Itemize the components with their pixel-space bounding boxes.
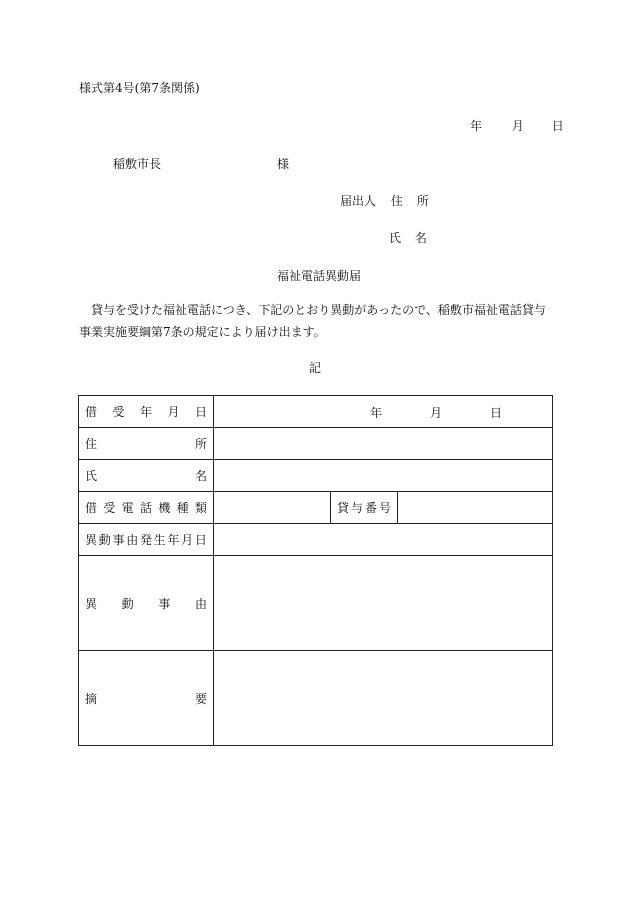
form-number: 様式第4号(第7条関係) (79, 81, 200, 95)
value-remarks[interactable] (214, 651, 553, 746)
label-change-reason (79, 556, 214, 651)
label-char: 異 (85, 533, 98, 547)
row-remarks (79, 651, 553, 746)
label-char: 与 (350, 501, 363, 515)
label-char: 日 (194, 405, 207, 419)
applicant-address-line (340, 193, 429, 209)
label-char: 生 (153, 533, 166, 547)
label-borrow-date (79, 396, 214, 428)
label-char: 話 (139, 501, 152, 515)
label-char: 所 (194, 437, 207, 451)
label-char: 受 (103, 501, 116, 515)
date-year-char: 年 (470, 119, 483, 133)
ki-heading: 記 (309, 361, 322, 375)
label-char: 月 (181, 533, 194, 547)
label-char: 住 (85, 437, 98, 451)
label-char: 年 (139, 405, 152, 419)
name-label-char1: 氏 (389, 231, 402, 245)
label-address (79, 428, 214, 460)
label-char: 年 (167, 533, 180, 547)
borrow-year-char: 年 (370, 405, 383, 420)
label-char: 号 (378, 501, 391, 515)
label-char: 動 (98, 533, 111, 547)
label-char: 異 (85, 596, 98, 611)
label-char: 番 (364, 501, 377, 515)
label-char: 受 (112, 405, 125, 419)
label-name (79, 460, 214, 492)
label-char: 月 (167, 405, 180, 419)
addressee: 稲敷市長 (113, 157, 162, 171)
label-char: 種 (176, 501, 189, 515)
row-change-date (79, 524, 553, 556)
label-change-date (79, 524, 214, 556)
intro-text: 貸与を受けた福祉電話につき、下記のとおり異動があったので、稲敷市福祉電話貸与事業実施要綱第7条の規定により届け出ます。 (79, 303, 546, 339)
label-char: 日 (194, 533, 207, 547)
date-day-char: 日 (551, 119, 564, 133)
label-char: 事 (158, 596, 171, 611)
value-lending-number[interactable] (398, 492, 553, 524)
label-char: 由 (126, 533, 139, 547)
label-char: 借 (85, 501, 98, 515)
notification-table (78, 395, 553, 746)
row-address (79, 428, 553, 460)
value-phone-type[interactable] (214, 492, 331, 524)
borrow-month-char: 月 (430, 405, 443, 420)
label-phone-type (79, 492, 214, 524)
row-change-reason (79, 556, 553, 651)
value-change-date[interactable] (214, 524, 553, 556)
label-char: 由 (194, 596, 207, 611)
label-lending-number (331, 492, 398, 524)
label-char: 名 (194, 469, 207, 483)
label-char: 類 (194, 501, 207, 515)
label-char: 要 (194, 691, 207, 706)
address-label-char1: 住 (390, 194, 403, 208)
applicant-name-line (389, 230, 427, 246)
label-char: 電 (121, 501, 134, 515)
date-line (470, 118, 564, 134)
row-phone-type (79, 492, 553, 524)
row-name (79, 460, 553, 492)
label-char: 借 (85, 405, 98, 419)
applicant-label: 届出人 (340, 194, 377, 208)
value-borrow-date[interactable] (214, 396, 553, 428)
label-char: 発 (139, 533, 152, 547)
addressee-suffix: 様 (277, 157, 290, 171)
label-char: 事 (112, 533, 125, 547)
address-label-char2: 所 (416, 194, 429, 208)
label-char: 氏 (85, 469, 98, 483)
value-change-reason[interactable] (214, 556, 553, 651)
borrow-day-char: 日 (490, 405, 503, 420)
label-char: 動 (121, 596, 134, 611)
value-name[interactable] (214, 460, 553, 492)
label-char: 貸 (337, 501, 350, 515)
value-address[interactable] (214, 428, 553, 460)
label-remarks (79, 651, 214, 746)
document-title: 福祉電話異動届 (277, 269, 362, 283)
date-month-char: 月 (511, 119, 524, 133)
name-label-char2: 名 (414, 231, 427, 245)
label-char: 機 (158, 501, 171, 515)
row-borrow-date (79, 396, 553, 428)
label-char: 摘 (85, 691, 98, 706)
